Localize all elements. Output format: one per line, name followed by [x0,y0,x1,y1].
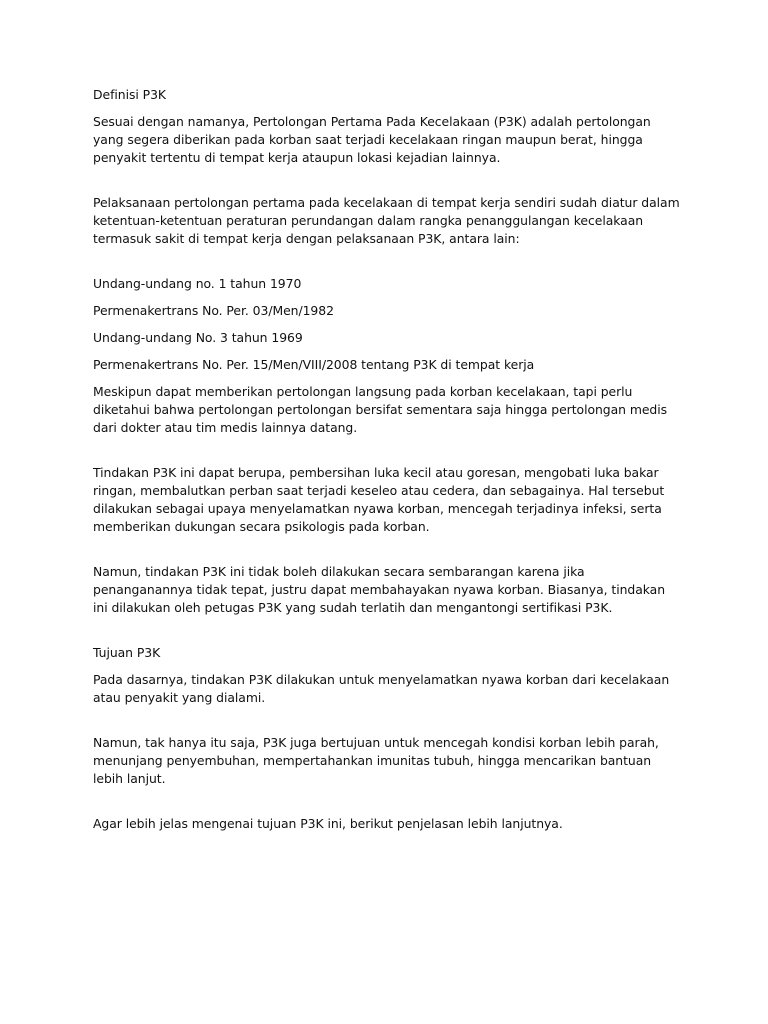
document-body [93,86,683,833]
paragraph: Namun, tindakan P3K ini tidak boleh dilakukan secara sembarangan karena jika penanganannya tidak tepat, justru dapat membahayakan nyawa korban. Biasanya, tindakan ini dilakukan oleh petugas P3K yang sudah terlatih dan mengantongi sertifikasi P3K. [93,564,665,615]
regulation-item: Permenakertrans No. Per. 15/Men/VIII/2008 tentang P3K di tempat kerja [93,357,535,372]
paragraph: Pelaksanaan pertolongan pertama pada kecelakaan di tempat kerja sendiri sudah diatur dalam ketentuan-ketentuan peraturan perundangan dalam rangka penanggulangan kecelakaan termasuk sakit di tempat kerja dengan pelaksanaan P3K, antara lain: [93,195,680,246]
regulation-item: Undang-undang no. 1 tahun 1970 [93,276,302,291]
regulation-item: Permenakertrans No. Per. 03/Men/1982 [93,303,334,318]
regulation-item: Undang-undang No. 3 tahun 1969 [93,330,303,345]
paragraph: Namun, tak hanya itu saja, P3K juga bertujuan untuk mencegah kondisi korban lebih parah, menunjang penyembuhan, mempertahankan imunitas tubuh, hingga mencarikan bantuan lebih lanjut. [93,735,659,786]
paragraph: Agar lebih jelas mengenai tujuan P3K ini, berikut penjelasan lebih lanjutnya. [93,816,563,831]
heading-definisi: Definisi P3K [93,87,166,102]
paragraph: Sesuai dengan namanya, Pertolongan Pertama Pada Kecelakaan (P3K) adalah pertolongan yang segera diberikan pada korban saat terjadi kecelakaan ringan maupun berat, hingga penyakit tertentu di tempat kerja ataupun lokasi kejadian lainnya. [93,114,651,165]
paragraph: Pada dasarnya, tindakan P3K dilakukan untuk menyelamatkan nyawa korban dari kecelakaan atau penyakit yang dialami. [93,672,670,705]
heading-tujuan: Tujuan P3K [93,645,161,660]
paragraph: Meskipun dapat memberikan pertolongan langsung pada korban kecelakaan, tapi perlu diketahui bahwa pertolongan pertolongan bersifat sementara saja hingga pertolongan medis dari dokter atau tim medis lainnya datang. [93,384,668,435]
paragraph: Tindakan P3K ini dapat berupa, pembersihan luka kecil atau goresan, mengobati luka bakar ringan, membalutkan perban saat terjadi keseleo atau cedera, dan sebagainya. Hal tersebut dilakukan sebagai upaya menyelamatkan nyawa korban, mencegah terjadinya infeksi, serta memberikan dukungan secara psikologis pada korban. [93,465,665,534]
